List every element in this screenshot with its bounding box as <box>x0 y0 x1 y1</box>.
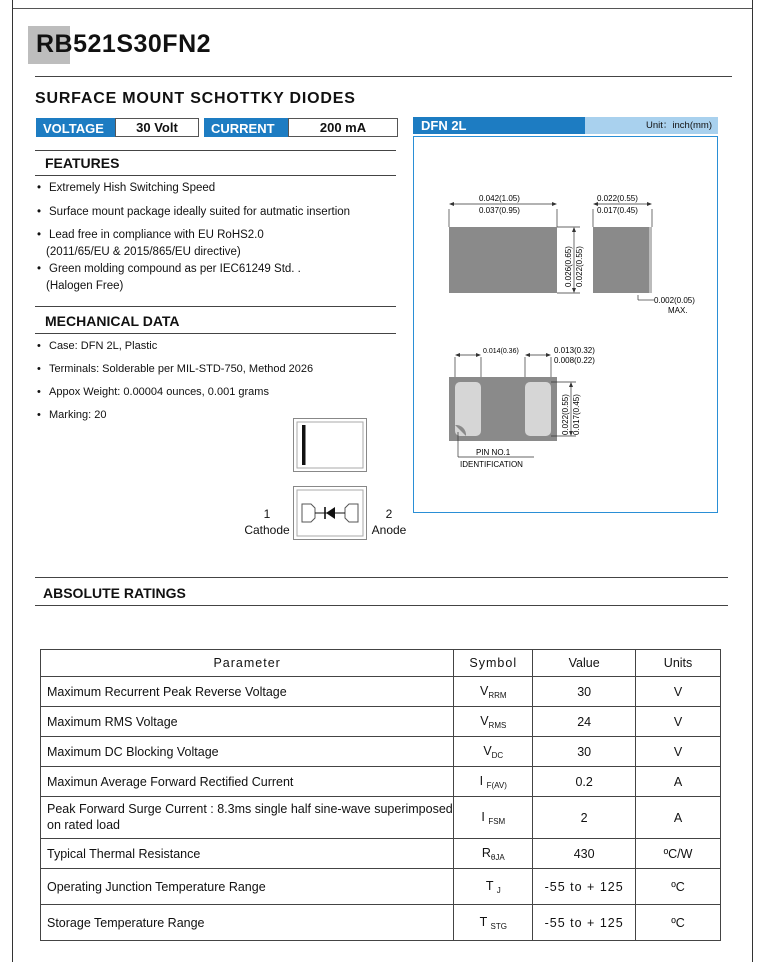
list-item: (2011/65/EU & 2015/865/EU directive) <box>46 245 241 258</box>
list-item: • Green molding compound as per IEC61249 Std. . <box>36 262 350 278</box>
symbol-cell <box>454 797 533 839</box>
package-outline-svg <box>414 137 717 512</box>
features-rule-top <box>35 150 396 151</box>
symbol-text: T <box>479 914 488 929</box>
unit-cell: ºC <box>636 905 721 941</box>
voltage-value: 30 Volt <box>115 118 199 137</box>
pin1-id-note-2: IDENTIFICATION <box>460 460 523 469</box>
table-row <box>41 839 721 869</box>
diode-symbol-drawing <box>293 486 368 541</box>
symbol-cell <box>454 737 533 767</box>
table-row <box>41 707 721 737</box>
symbol-text: V <box>483 743 492 758</box>
ratings-rule-top <box>35 577 728 578</box>
ratings-table <box>40 649 721 941</box>
symbol-text: V <box>479 683 489 698</box>
symbol-sub: FSM <box>488 816 506 826</box>
dim-len-max: 0.042(1.05) <box>479 194 520 203</box>
pin1-number: 1 <box>263 507 271 521</box>
dim-len-min: 0.037(0.95) <box>479 206 520 215</box>
list-item: (Halogen Free) <box>46 279 124 292</box>
unit-cell: A <box>636 797 721 839</box>
table-row <box>41 905 721 941</box>
table-header-row <box>41 650 721 677</box>
part-number-title: RB521S30FN2 <box>36 30 212 58</box>
symbol-sub: J <box>496 885 501 895</box>
pin1-label <box>240 507 294 538</box>
side-view-body <box>593 227 649 293</box>
col-header-symbol: Symbol <box>454 650 533 677</box>
table-row <box>41 869 721 905</box>
package-drawing-box <box>413 136 718 513</box>
features-list <box>36 181 350 302</box>
pin1-name: Cathode <box>244 522 290 537</box>
list-item: • Marking: 20 <box>36 408 313 423</box>
symbol-sub: DC <box>491 750 504 760</box>
dim-pad-h-min: 0.017(0.45) <box>572 394 581 435</box>
dim-pad-w-max: 0.013(0.32) <box>554 346 595 355</box>
mechanical-heading: MECHANICAL DATA <box>45 313 180 329</box>
symbol-cell <box>454 869 533 905</box>
value-cell: 430 <box>533 839 636 869</box>
table-row <box>41 797 721 839</box>
pin1-id-note-1: PIN NO.1 <box>476 448 511 457</box>
symbol-cell <box>454 767 533 797</box>
value-cell: -55 to + 125 <box>533 905 636 941</box>
unit-cell: V <box>636 707 721 737</box>
features-rule-bottom <box>35 175 396 176</box>
package-header <box>413 117 718 134</box>
value-cell: 2 <box>533 797 636 839</box>
value-cell: -55 to + 125 <box>533 869 636 905</box>
pin2-number: 2 <box>385 507 393 521</box>
page-frame-right <box>752 0 753 962</box>
col-header-units: Units <box>636 650 721 677</box>
symbol-sub: F(AV) <box>486 780 507 790</box>
symbol-sub: θJA <box>490 852 505 862</box>
symbol-text: R <box>481 845 491 860</box>
dim-pad-h-max: 0.022(0.55) <box>561 394 570 435</box>
dim-pad-len: 0.014(0.36) <box>483 348 519 355</box>
value-cell: 30 <box>533 677 636 707</box>
unit-cell: V <box>636 677 721 707</box>
unit-cell: ºC <box>636 869 721 905</box>
table-row <box>41 767 721 797</box>
param-cell: Peak Forward Surge Current : 8.3ms single half sine-wave superimposed on rated load <box>41 797 454 839</box>
marking-drawing <box>293 418 368 473</box>
symbol-text: V <box>480 713 489 728</box>
symbol-text: I <box>481 809 485 824</box>
unit-cell: A <box>636 767 721 797</box>
ratings-rule-bottom <box>35 605 728 606</box>
dim-pad-w-min: 0.008(0.22) <box>554 356 595 365</box>
list-item: • Appox Weight: 0.00004 ounces, 0.001 grams <box>36 385 313 400</box>
table-row <box>41 677 721 707</box>
dim-w-max: 0.026(0.65) <box>564 246 573 287</box>
symbol-text: T <box>485 878 494 893</box>
list-item: • Surface mount package ideally suited for autmatic insertion <box>36 205 350 221</box>
title-rule <box>35 76 732 77</box>
symbol-cell <box>454 707 533 737</box>
mechanical-rule-top <box>35 306 396 307</box>
col-header-parameter: Parameter <box>41 650 454 677</box>
param-cell: Operating Junction Temperature Range <box>41 869 454 905</box>
list-item: • Case: DFN 2L, Plastic <box>36 339 313 354</box>
unit-cell: V <box>636 737 721 767</box>
symbol-cell <box>454 905 533 941</box>
list-item: • Extremely Hish Switching Speed <box>36 181 350 197</box>
ratings-heading: ABSOLUTE RATINGS <box>43 585 186 601</box>
page-frame-left <box>12 0 13 962</box>
voltage-label: VOLTAGE <box>36 118 115 137</box>
features-heading: FEATURES <box>45 155 120 171</box>
voltage-spec <box>36 118 199 137</box>
param-cell: Maximum Recurrent Peak Reverse Voltage <box>41 677 454 707</box>
pin2-name: Anode <box>371 522 407 537</box>
list-item: • Terminals: Solderable per MIL-STD-750, Method 2026 <box>36 362 313 377</box>
package-unit: Unit：inch(mm) <box>585 117 718 134</box>
dim-standoff-note: MAX. <box>668 306 688 315</box>
current-label: CURRENT <box>204 118 288 137</box>
page-frame-top <box>12 8 753 9</box>
top-view-body <box>449 227 557 293</box>
symbol-text: I <box>479 773 484 788</box>
dim-h-max: 0.022(0.55) <box>597 194 638 203</box>
current-spec <box>204 118 398 137</box>
dim-standoff: 0.002(0.05) <box>654 296 695 305</box>
param-cell: Maximum RMS Voltage <box>41 707 454 737</box>
dim-h-min: 0.017(0.45) <box>597 206 638 215</box>
mechanical-rule-bottom <box>35 333 396 334</box>
product-subtitle: SURFACE MOUNT SCHOTTKY DIODES <box>35 90 356 107</box>
package-name: DFN 2L <box>413 117 585 134</box>
mechanical-list <box>36 339 313 430</box>
param-cell: Typical Thermal Resistance <box>41 839 454 869</box>
pad-right <box>525 382 551 436</box>
unit-cell: ºC/W <box>636 839 721 869</box>
col-header-value: Value <box>533 650 636 677</box>
symbol-sub: RRM <box>488 690 507 700</box>
symbol-sub: RMS <box>488 720 507 730</box>
symbol-cell <box>454 839 533 869</box>
symbol-cell <box>454 677 533 707</box>
symbol-sub: STG <box>490 921 507 931</box>
table-row <box>41 737 721 767</box>
dim-w-min: 0.022(0.55) <box>575 246 584 287</box>
param-cell: Storage Temperature Range <box>41 905 454 941</box>
value-cell: 24 <box>533 707 636 737</box>
param-cell: Maximun Average Forward Rectified Current <box>41 767 454 797</box>
pin2-label <box>367 507 411 538</box>
value-cell: 30 <box>533 737 636 767</box>
value-cell: 0.2 <box>533 767 636 797</box>
current-value: 200 mA <box>288 118 398 137</box>
list-item: • Lead free in compliance with EU RoHS2.0 <box>36 228 350 244</box>
param-cell: Maximum DC Blocking Voltage <box>41 737 454 767</box>
